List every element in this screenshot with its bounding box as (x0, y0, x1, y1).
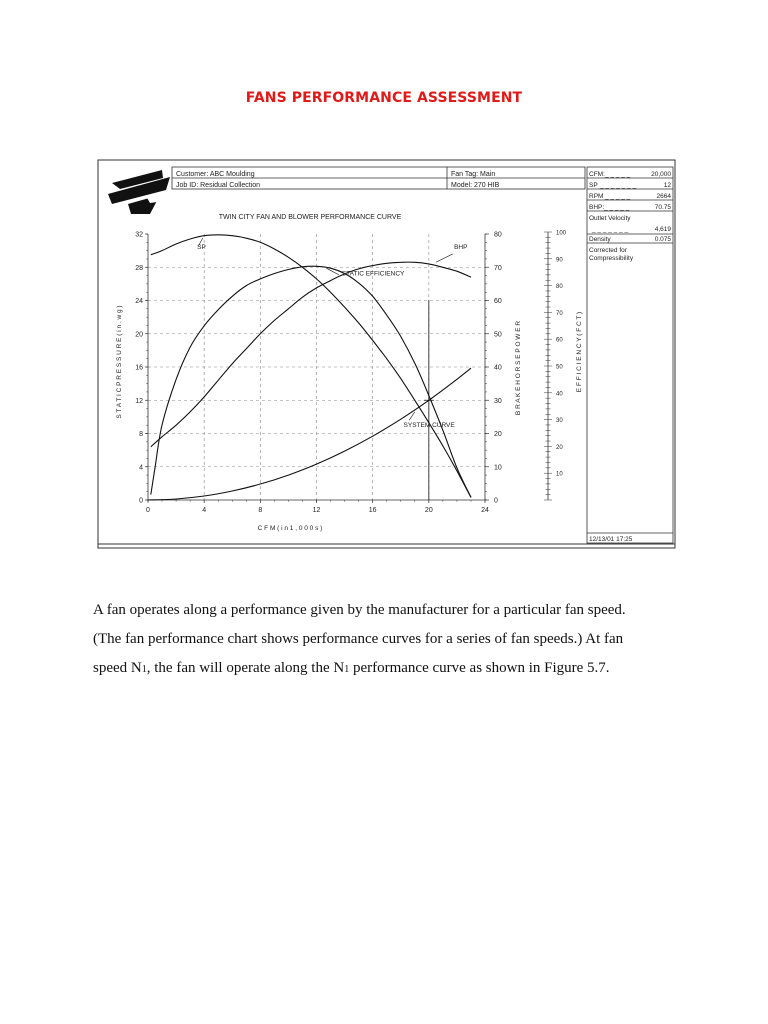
y-bhp-tick-label: 30 (494, 397, 502, 405)
cfm-value: 20,000 (651, 171, 671, 178)
chart-title: TWIN CITY FAN AND BLOWER PERFORMANCE CURVE (218, 214, 402, 221)
sp-label: SP (589, 182, 598, 189)
header-job-id: Job ID: Residual Collection (176, 182, 261, 189)
y-left-tick-label: 32 (135, 231, 143, 239)
line3-sub1: 1 (141, 664, 147, 675)
line3-sub2: 1 (344, 664, 350, 675)
corrected-line-1: Corrected for (589, 247, 627, 254)
rpm-value: 2664 (656, 193, 671, 200)
y-left-tick-label: 0 (139, 497, 143, 505)
rpm-leader: _ _ _ _ _ (605, 193, 631, 200)
y-eff-tick-label: 50 (556, 364, 563, 371)
y-left-tick-label: 12 (135, 397, 143, 405)
x-tick-label: 8 (258, 507, 263, 514)
y-eff-tick-label: 80 (556, 284, 563, 291)
y-bhp-tick-label: 10 (494, 464, 502, 472)
y-left-tick-label: 16 (135, 364, 143, 372)
sp-leader: _ _ _ _ _ _ _ (600, 182, 637, 189)
y-eff-tick-label: 40 (556, 391, 563, 398)
y-eff-tick-label: 20 (556, 444, 563, 451)
y-bhp-tick-label: 60 (494, 298, 502, 305)
y-eff-tick-label: 70 (556, 310, 563, 317)
paragraph-line-1: A fan operates along a performance given by the manufacturer for a particular fan speed. (93, 602, 626, 618)
y-bhp-tick-label: 70 (494, 264, 502, 272)
line3-post: performance curve as shown in Figure 5.7. (349, 660, 610, 676)
bhp-label: BHP: (589, 204, 605, 211)
cfm-leader: _ _ _ _ _ (605, 171, 631, 178)
y-bhp-tick-label: 80 (494, 231, 502, 239)
outlet-leader: _ _ _ _ _ _ _ (592, 226, 629, 233)
y-eff-tick-label: 60 (556, 337, 563, 344)
density-value: 0.075 (654, 236, 671, 243)
x-axis-label: C F M ( i n 1 , 0 0 0 s ) (257, 525, 323, 532)
sp-value: 12 (663, 182, 671, 189)
x-tick-label: 4 (202, 507, 207, 514)
outlet-velocity-value: 4,619 (654, 226, 671, 233)
line3-mid: , the fan will operate along the N (146, 660, 345, 676)
y-left-tick-label: 28 (135, 264, 143, 272)
body-paragraph (93, 596, 673, 684)
y-bhp-tick-label: 50 (494, 331, 502, 339)
bhp-value: 70.75 (654, 204, 671, 211)
header-fan-tag: Fan Tag: Main (451, 171, 496, 178)
y-left-tick-label: 4 (139, 464, 143, 472)
y-bhp-tick-label: 20 (494, 431, 502, 438)
static-efficiency-label: STATIC EFFICIENCY (341, 270, 405, 278)
density-label: Density (589, 236, 611, 243)
system-curve-label: SYSTEM CURVE (403, 421, 455, 429)
y-left-tick-label: 8 (139, 431, 143, 438)
outlet-velocity-label: Outlet Velocity (589, 215, 631, 222)
x-tick-label: 20 (424, 507, 433, 514)
page-title: FANS PERFORMANCE ASSESSMENT (245, 90, 523, 106)
header-model: Model: 270 HIB (451, 182, 500, 189)
y-bhp-tick-label: 0 (494, 497, 498, 505)
y-left-tick-label: 24 (135, 298, 143, 305)
y-eff-tick-label: 30 (556, 418, 563, 425)
bhp-leader: _ _ _ _ _ (604, 204, 630, 211)
line3-pre: speed N (93, 660, 142, 676)
timestamp: 12/13/01 17:25 (589, 536, 633, 543)
paragraph-line-2: (The fan performance chart shows performance curves for a series of fan speeds.) At fan (93, 631, 624, 647)
y-eff-tick-label: 10 (556, 471, 563, 478)
y-left-tick-label: 20 (135, 331, 143, 339)
header-customer: Customer: ABC Moulding (176, 171, 255, 178)
y-bhp-tick-label: 40 (494, 364, 502, 372)
x-tick-label: 0 (146, 507, 150, 514)
x-tick-label: 24 (481, 507, 489, 514)
x-tick-label: 12 (312, 507, 321, 514)
bhp-label: BHP (454, 243, 468, 251)
cfm-label: CFM: (589, 171, 605, 178)
y-eff-tick-label: 90 (556, 257, 563, 264)
y-axis-bhp-label: B R A K E H O R S E P O W E R (515, 320, 522, 416)
corrected-line-2: Compressibility (589, 255, 634, 262)
x-tick-label: 16 (368, 507, 377, 514)
y-axis-eff-label: E F F I C I E N C Y ( F C T ) (576, 311, 583, 393)
paragraph-line-3 (93, 654, 673, 684)
y-axis-left-label: S T A T I C P R E S S U R E ( i n . w g ) (116, 305, 123, 419)
rpm-label: RPM (589, 193, 604, 200)
sp-label: SP (197, 243, 206, 251)
y-eff-tick-label: 100 (556, 230, 567, 237)
